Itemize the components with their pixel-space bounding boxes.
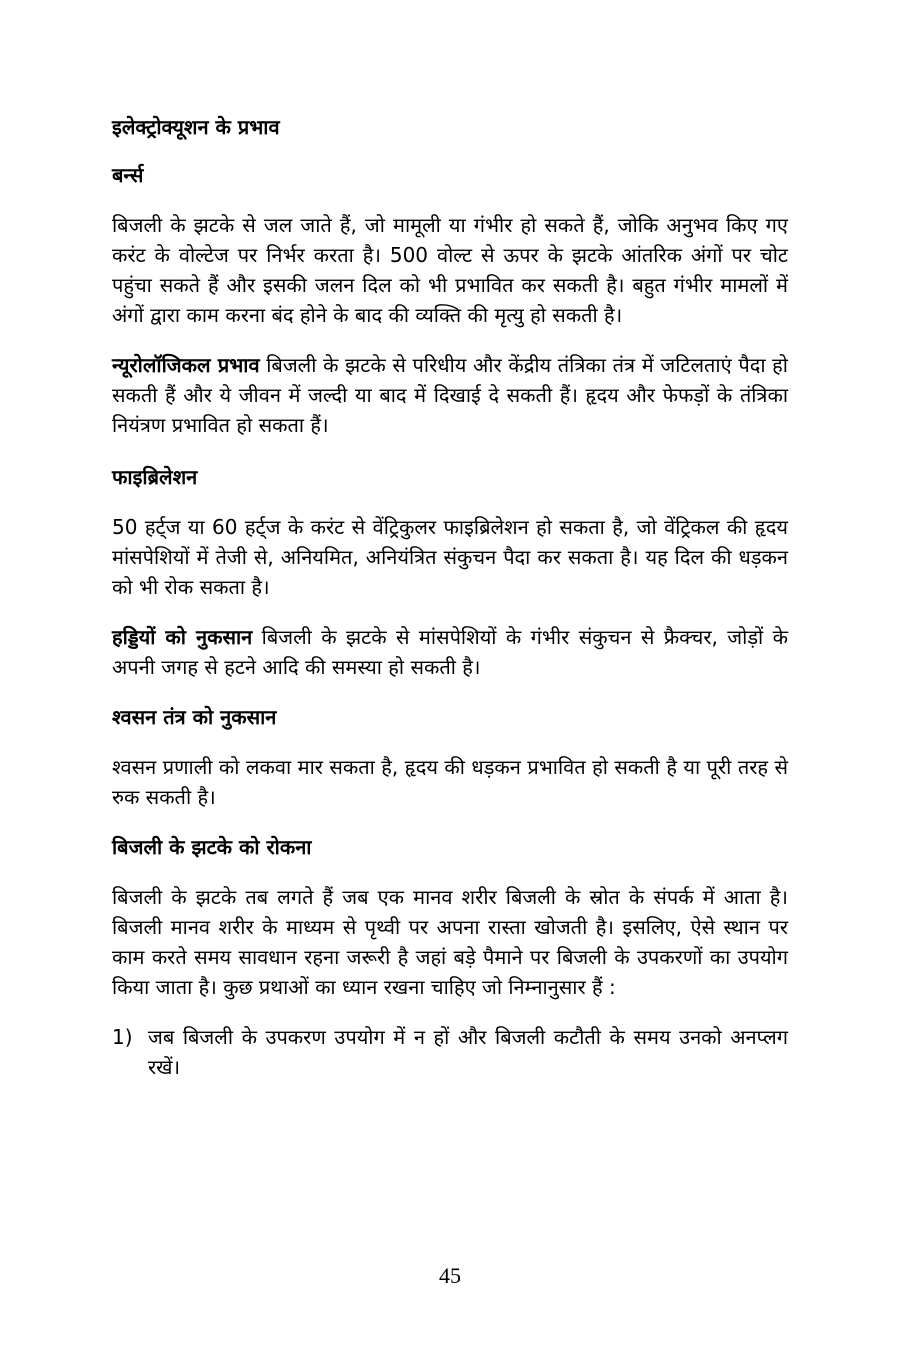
paragraph-fibrillation: 50 हर्ट्ज या 60 हर्ट्ज के करंट से वेंट्रिकुलर फाइब्रिलेशन हो सकता है, जो वेंट्रिकल की हृदय मांसपेशियों में तेजी से, अनियमित, अनियंत्रित संकुचन पैदा कर सकता है। यह दिल की धड़कन को भी रोक सकता है। <box>112 515 788 599</box>
heading-fibrillation: फाइब्रिलेशन <box>112 465 198 489</box>
paragraph-burns: बिजली के झटके से जल जाते हैं, जो मामूली या गंभीर हो सकते हैं, जोकि अनुभव किए गए करंट के वोल्टेज पर निर्भर करता है। 500 वोल्ट से ऊपर के झटके आंतरिक अंगों पर चोट पहुंचा सकते हैं और इसकी जलन दिल को भी प्रभावित कर सकती है। बहुत गंभीर मामलों में अंगों द्वारा काम करना बंद होने के बाद की व्यक्ति की मृत्यु हो सकती है। <box>112 213 788 327</box>
heading-electrocution-effects: इलेक्ट्रोक्यूशन के प्रभाव <box>112 115 280 139</box>
paragraph-bone-damage <box>112 622 788 682</box>
heading-prevention: बिजली के झटके को रोकना <box>112 835 312 859</box>
paragraph-neurological <box>112 350 788 440</box>
bone-damage-text: बिजली के झटके से मांसपेशियों के गंभीर संकुचन से फ्रैक्चर, जोड़ों के अपनी जगह से हटने आदि की समस्या हो सकती है। <box>112 625 788 679</box>
list-item-text: जब बिजली के उपकरण उपयोग में न हों और बिजली कटौती के समय उनको अनप्लग रखें। <box>148 1025 788 1079</box>
heading-burns: बर्न्स <box>112 163 144 187</box>
neurological-text: बिजली के झटके से परिधीय और केंद्रीय तंत्रिका तंत्र में जटिलताएं पैदा हो सकती हैं और ये जीवन में जल्दी या बाद में दिखाई दे सकती हैं। हृदय और फेफड़ों के तंत्रिका नियंत्रण प्रभावित हो सकता हैं। <box>112 353 788 437</box>
list-item <box>112 1022 788 1082</box>
bone-damage-lead: हड्डियों को नुकसान <box>112 625 253 649</box>
page-content <box>112 112 788 1082</box>
paragraph-prevention: बिजली के झटके तब लगते हैं जब एक मानव शरीर बिजली के स्रोत के संपर्क में आता है। बिजली मानव शरीर के माध्यम से पृथ्वी पर अपना रास्ता खोजती है। इसलिए, ऐसे स्थान पर काम करते समय सावधान रहना जरूरी है जहां बड़े पैमाने पर बिजली के उपकरणों का उपयोग किया जाता है। कुछ प्रथाओं का ध्यान रखना चाहिए जो निम्नानुसार हैं : <box>112 885 788 999</box>
list-item-number: 1) <box>112 1025 133 1049</box>
paragraph-respiratory: श्वसन प्रणाली को लकवा मार सकता है, हृदय की धड़कन प्रभावित हो सकती है या पूरी तरह से रुक सकती है। <box>112 755 788 809</box>
neurological-lead: न्यूरोलॉजिकल प्रभाव <box>112 353 260 377</box>
heading-respiratory-damage: श्वसन तंत्र को नुकसान <box>112 705 277 729</box>
page-number: 45 <box>439 1263 461 1288</box>
